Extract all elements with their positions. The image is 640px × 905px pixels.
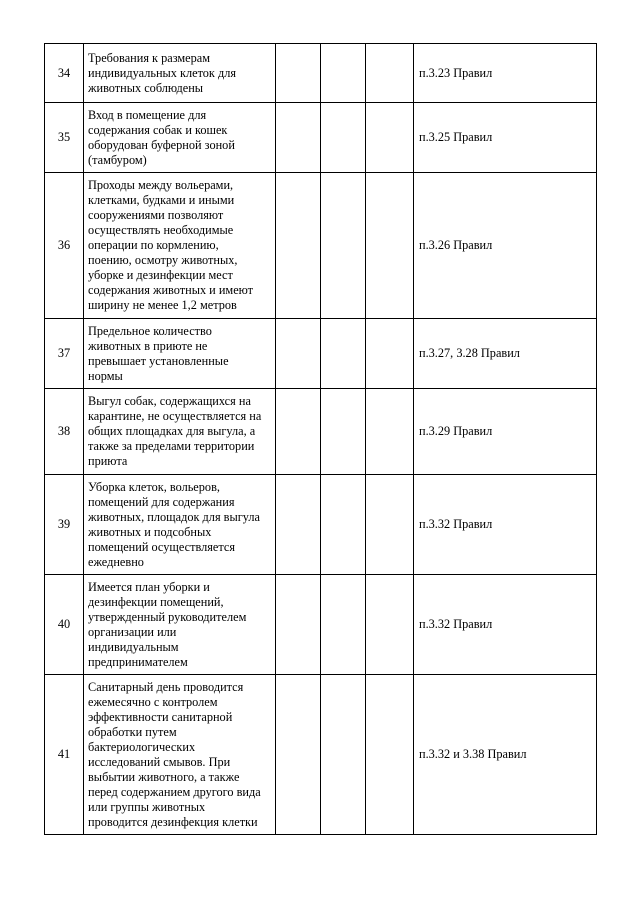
table-row [45, 103, 597, 173]
row-number: 34 [45, 44, 84, 103]
answer-no-cell [321, 103, 366, 173]
requirement-text [84, 675, 276, 835]
requirement-line: Проходы между вольерами, [88, 178, 234, 192]
requirement-text [84, 475, 276, 575]
table-row [45, 575, 597, 675]
rule-reference: п.3.29 Правил [414, 389, 597, 475]
requirement-line: индивидуальным [88, 639, 179, 654]
rule-reference: п.3.32 и 3.38 Правил [414, 675, 597, 835]
answer-yes-cell [276, 173, 321, 319]
table-row [45, 475, 597, 575]
requirement-line: обработки путем [88, 724, 177, 739]
requirement-line: утвержденный руководителем [88, 609, 247, 624]
requirement-line: помещений осуществляется [88, 539, 235, 554]
rule-reference: п.3.27, 3.28 Правил [414, 319, 597, 389]
answer-no-cell [321, 319, 366, 389]
table-row [45, 319, 597, 389]
requirement-line: приюта [88, 454, 128, 468]
requirement-line: сооружениями позволяют [88, 208, 224, 222]
table-row [45, 173, 597, 319]
requirement-line: превышает установленные [88, 353, 229, 368]
requirement-line: общих площадках для выгула, а [88, 424, 256, 438]
row-number: 41 [45, 675, 84, 835]
requirement-line: бактериологических [88, 739, 196, 754]
row-number: 36 [45, 173, 84, 319]
requirement-line: животных соблюдены [88, 80, 204, 95]
answer-na-cell [366, 675, 414, 835]
rule-reference: п.3.23 Правил [414, 44, 597, 103]
table-row [45, 389, 597, 475]
requirement-line: Требования к размерам [88, 50, 211, 65]
requirement-line: исследований смывов. При [88, 754, 231, 769]
requirement-text [84, 173, 276, 319]
requirement-line: ежемесячно с контролем [88, 694, 218, 709]
rule-reference: п.3.32 Правил [414, 575, 597, 675]
row-number: 40 [45, 575, 84, 675]
requirement-line: содержания животных и имеют [88, 283, 254, 297]
requirement-text [84, 389, 276, 475]
requirement-text [84, 575, 276, 675]
requirement-line: ежедневно [88, 554, 144, 569]
table-row [45, 44, 597, 103]
answer-na-cell [366, 575, 414, 675]
table-row [45, 675, 597, 835]
answer-no-cell [321, 675, 366, 835]
answer-no-cell [321, 44, 366, 103]
requirement-text [84, 44, 276, 103]
requirement-line: также за пределами территории [88, 439, 255, 453]
answer-na-cell [366, 475, 414, 575]
requirement-line: Предельное количество [88, 323, 212, 338]
row-number: 35 [45, 103, 84, 173]
requirement-line: операции по кормлению, [88, 238, 219, 252]
requirement-line: организации или [88, 624, 177, 639]
answer-yes-cell [276, 675, 321, 835]
requirement-line: нормы [88, 368, 123, 383]
requirement-line: выбытии животного, а также [88, 769, 240, 784]
requirement-line: поению, осмотру животных, [88, 253, 238, 267]
answer-no-cell [321, 575, 366, 675]
requirement-line: клетками, будками и иными [88, 193, 235, 207]
rule-reference: п.3.25 Правил [414, 103, 597, 173]
requirement-line: животных и подсобных [88, 524, 212, 539]
checklist-table [44, 43, 597, 835]
requirement-line: предпринимателем [88, 654, 188, 669]
requirement-line: животных в приюте не [88, 338, 208, 353]
requirement-line: животных, площадок для выгула [88, 509, 260, 524]
rule-reference: п.3.26 Правил [414, 173, 597, 319]
answer-na-cell [366, 389, 414, 475]
requirement-line: проводится дезинфекция клетки [88, 814, 258, 829]
answer-na-cell [366, 103, 414, 173]
requirement-line: (тамбуром) [88, 152, 147, 167]
requirement-line: помещений для содержания [88, 494, 235, 509]
row-number: 37 [45, 319, 84, 389]
requirement-text [84, 103, 276, 173]
rule-reference: п.3.32 Правил [414, 475, 597, 575]
requirement-line: Имеется план уборки и [88, 579, 210, 594]
answer-no-cell [321, 173, 366, 319]
requirement-text [84, 319, 276, 389]
requirement-line: перед содержанием другого вида [88, 784, 261, 799]
answer-no-cell [321, 389, 366, 475]
requirement-line: содержания собак и кошек [88, 122, 228, 137]
answer-na-cell [366, 319, 414, 389]
answer-yes-cell [276, 103, 321, 173]
requirement-line: карантине, не осуществляется на [88, 409, 262, 423]
checklist-body [45, 44, 597, 835]
answer-yes-cell [276, 44, 321, 103]
requirement-line: Санитарный день проводится [88, 679, 244, 694]
answer-no-cell [321, 475, 366, 575]
requirement-line: эффективности санитарной [88, 709, 233, 724]
requirement-line: уборке и дезинфекции мест [88, 268, 233, 282]
answer-yes-cell [276, 319, 321, 389]
requirement-line: или группы животных [88, 799, 206, 814]
requirement-line: Уборка клеток, вольеров, [88, 479, 220, 494]
requirement-line: оборудован буферной зоной [88, 137, 235, 152]
answer-na-cell [366, 44, 414, 103]
answer-yes-cell [276, 575, 321, 675]
answer-yes-cell [276, 389, 321, 475]
requirement-line: осуществлять необходимые [88, 223, 234, 237]
requirement-line: индивидуальных клеток для [88, 65, 237, 80]
row-number: 38 [45, 389, 84, 475]
requirement-line: ширину не менее 1,2 метров [88, 298, 237, 312]
requirement-line: Выгул собак, содержащихся на [88, 394, 251, 408]
answer-yes-cell [276, 475, 321, 575]
answer-na-cell [366, 173, 414, 319]
requirement-line: Вход в помещение для [88, 107, 207, 122]
row-number: 39 [45, 475, 84, 575]
requirement-line: дезинфекции помещений, [88, 594, 224, 609]
